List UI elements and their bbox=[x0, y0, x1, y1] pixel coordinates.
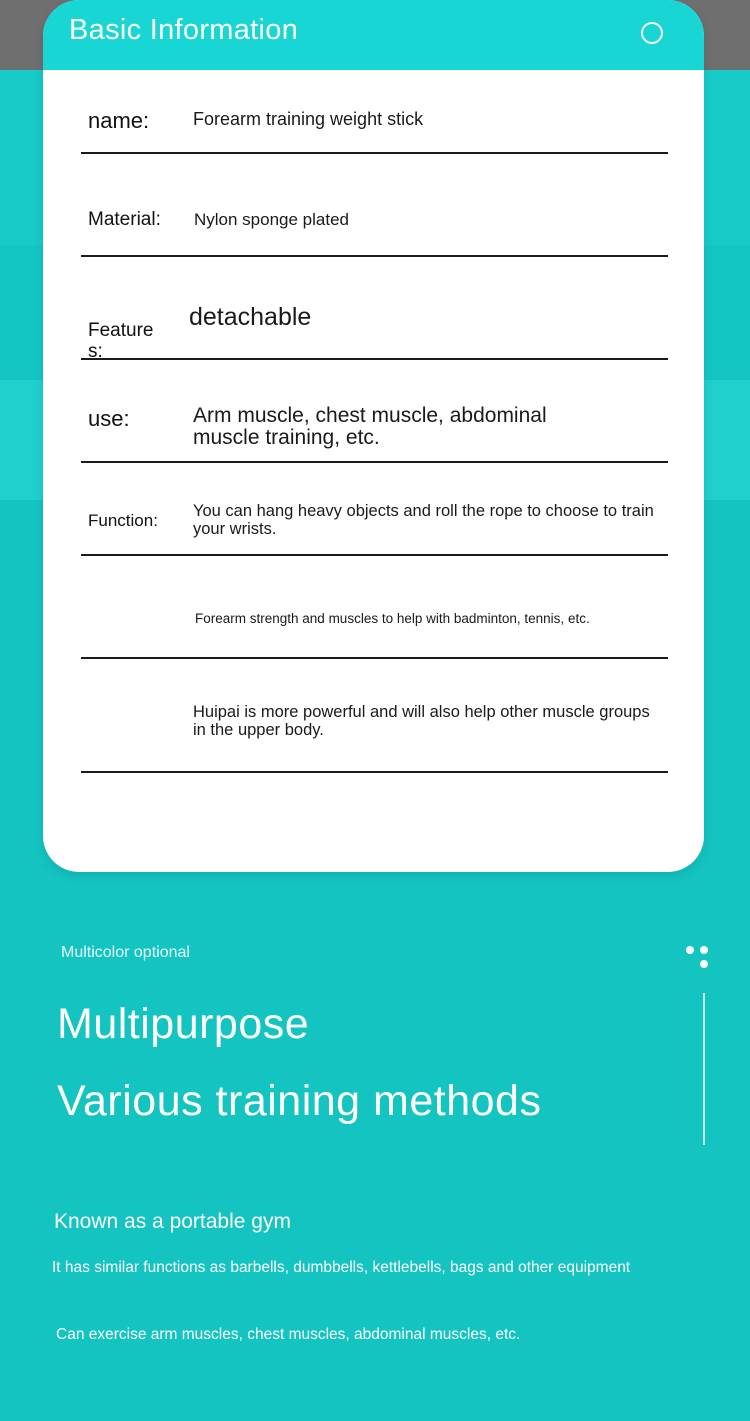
row-value: You can hang heavy objects and roll the rope to choose to train your wrists. bbox=[193, 502, 654, 538]
vertical-divider bbox=[703, 993, 705, 1145]
three-dots-icon bbox=[686, 946, 710, 970]
row-label: Function: bbox=[88, 511, 158, 530]
subtitle-portable-gym: Known as a portable gym bbox=[54, 1210, 291, 1233]
description-functions: It has similar functions as barbells, dumbbells, kettlebells, bags and other equipment bbox=[52, 1259, 631, 1276]
row-value: Forearm training weight stick bbox=[193, 109, 424, 129]
headline-training-methods: Various training methods bbox=[57, 1077, 542, 1125]
info-row-name bbox=[81, 70, 668, 154]
row-label: Feature s: bbox=[88, 320, 154, 358]
row-value: Nylon sponge plated bbox=[194, 210, 350, 229]
info-row-function bbox=[81, 461, 668, 556]
multicolor-label: Multicolor optional bbox=[61, 944, 190, 961]
info-row-features bbox=[81, 255, 668, 360]
headline-multipurpose: Multipurpose bbox=[57, 1000, 310, 1048]
row-label: name: bbox=[88, 108, 150, 133]
row-value: detachable bbox=[189, 303, 312, 331]
row-value: Forearm strength and muscles to help with badminton, tennis, etc. bbox=[195, 611, 590, 626]
card-title: Basic Information bbox=[69, 14, 299, 46]
description-exercise: Can exercise arm muscles, chest muscles, abdominal muscles, etc. bbox=[56, 1326, 521, 1343]
info-row-material bbox=[81, 152, 668, 257]
card-header bbox=[43, 0, 704, 70]
info-row-use bbox=[81, 358, 668, 463]
info-row-detail bbox=[81, 554, 668, 659]
row-value: Arm muscle, chest muscle, abdominal muscle training, etc. bbox=[193, 404, 547, 449]
info-row-detail bbox=[81, 657, 668, 773]
row-label: use: bbox=[88, 406, 130, 431]
row-value: Huipai is more powerful and will also help other muscle groups in the upper body. bbox=[193, 703, 650, 739]
ring-icon bbox=[641, 22, 663, 44]
row-label: Material: bbox=[88, 209, 161, 230]
basic-information-card bbox=[43, 0, 704, 872]
